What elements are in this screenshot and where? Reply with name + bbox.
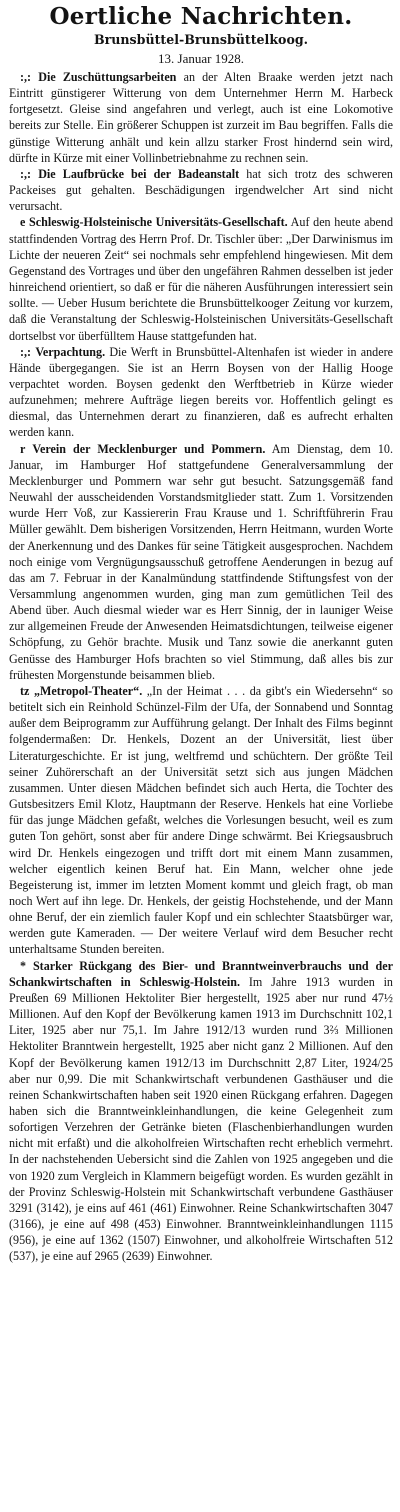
article-headline: Verein der Mecklenburger und Pommern.: [32, 441, 266, 456]
location-heading: Brunsbüttel-Brunsbüttelkoog.: [93, 32, 309, 47]
article-verpachtung: [9, 344, 393, 441]
section-title: Oertliche Nachrichten.: [49, 3, 353, 30]
article-mark: :,:: [20, 166, 32, 181]
article-zuschuettungsarbeiten: [9, 69, 393, 166]
article-body: „In der Heimat . . . da gibt's ein Wiedersehn“ so betitelt sich ein Reinhold Schünzel-Film der Ufa, der Sonnabend und Sonntag außer dem Beiprogramm zur Aufführung gelangt. Der Inhalt des Films beginnt folgendermaßen: Dr. Henkels, Dozent an der Universität, liest über Literaturgeschichte. Er ist jung, weltfremd und schüchtern. Der größte Teil seiner Zuhörerschaft an der Universität setzt sich aus jungen Mädchen zusammen. Unter diesen Mädchen befindet sich auch Herta, die Tochter des Gutsbesitzers Emil Klotz, Hauptmann der Reserve. Henkels hat eine Vorliebe für das junge Mädchen gefaßt, welches die Vorlesungen besucht, weil es zum guten Ton gehört, sonst aber für andere Dinge schwärmt. Bei Kriegsausbruch wird Dr. Henkels eingezogen und trifft dort mit einem Mann zusammen, welcher eigentlich keinen Beruf hat. Ein Mann, welcher ohne jede Begeisterung ist, immer im letzten Moment kommt und gleich fragt, ob man noch Wert auf ihn lege. Dr. Henkels, der geistig Hochstehende, und der Mann ohne Beruf, der ein ziemlich fauler Kopf und ein schlechter Staatsbürger war, werden gute Kameraden. — Der weitere Verlauf wird dem Besucher recht unterhaltsame Stunden bereiten.: [9, 683, 393, 957]
article-mark: r: [20, 441, 26, 456]
article-mark: :,:: [20, 344, 32, 359]
article-body: hat sich trotz des schweren Packeises gut gehalten. Beschädigungen irgendwelcher Art sind nicht verursacht.: [9, 166, 393, 214]
article-headline: Die Zuschüttungsarbeiten: [38, 70, 177, 84]
article-metropol-theater: [9, 683, 393, 958]
article-body: Im Jahre 1913 wurden in Preußen 69 Millionen Hektoliter Bier hergestellt, 1925 aber nur rund 47½ Millionen. Auf den Kopf der Bevölkerung kamen 1913 im Durchschnitt 102,1 Liter, 1925 aber nur 75,1. Im Jahre 1912/13 wurden rund 3⅔ Millionen Hektoliter Branntwein hergestellt, 1925 aber nicht ganz 2 Millionen. Auf den Kopf der Bevölkerung kamen 1912/13 im Durchschnitt 2,87 Liter, 1924/25 aber nur 0,99. Die mit Schankwirtschaft verbundenen Gasthäuser und die reinen Schankwirtschaften haben seit 1920 einen Rückgang erfahren. Dagegen haben sich die Branntweinkleinhandlungen, die keine Gelegenheit zum sofortigen Verzehren der Getränke bieten (Flaschenbierhandlungen wurden nicht mit erfaßt) und die alkoholfreien Wirtschaften recht erheblich vermehrt. In der nachstehenden Uebersicht sind die Zahlen von 1925 angegeben und die von 1920 zum Vergleich in Klammern beigefügt worden. Es wurden gezählt in der Provinz Schleswig-Holstein mit Schankwirtschaft verbundene Gasthäuser 3291 (3142), je eins auf 461 (461) Einwohner. Reine Schankwirtschaften 3047 (3166), je eine auf 498 (453) Einwohner. Branntweinkleinhandlungen 1115 (956), je eine auf 1362 (1507) Einwohner, und alkoholfreie Wirtschaften 512 (537), je eine auf 2965 (2639) Einwohner.: [9, 974, 393, 1264]
article-body: an der Alten Braake werden jetzt nach Eintritt günstigerer Witterung von dem Unternehmer Herrn M. Harbeck fortgesetzt. Gleise sind angefahren und verlegt, auch ist eine Lokomotive bereits zur Stelle. Ein größerer Schuppen ist zurzeit im Bau begriffen. Falls die günstige Witterung anhält und kein allzu starker Frost hindernd sein wird, dürfte in Kürze mit einer Vollinbetriebnahme zu rechnen sein.: [9, 70, 393, 165]
article-bier-branntwein: [9, 958, 393, 1265]
article-headline: „Metropol-Theater“.: [33, 683, 143, 698]
article-body: Auf den heute abend stattfindenden Vortrag des Herrn Prof. Dr. Tischler über: „Der Darwinismus im Lichte der neueren Zeit“ sei nochmals sehr empfehlend hingewiesen. Mit dem Gegenstand des Vortrages und über den ungefähren Rahmen desselben ist jeder hinreichend orientiert, so daß er für die näheren Ausführungen interessiert sein sollte. — Ueber Husum berichtete die Brunsbüttelkooger Zeitung vor kurzem, daß die Veranstaltung der Schleswig-Holsteinischen Universitäts-Gesellschaft dortselbst vor überfülltem Hause stattgefunden hat.: [9, 215, 393, 343]
article-universitaets-gesellschaft: [9, 214, 393, 343]
article-mark: tz: [20, 683, 30, 698]
article-mark: e: [20, 215, 26, 230]
article-laufbruecke: [9, 166, 393, 214]
article-headline: Schleswig-Holsteinische Universitäts-Gesellschaft.: [29, 215, 288, 230]
article-body: Am Dienstag, dem 10. Januar, im Hamburger Hof stattgefundene Generalversammlung der Mecklenburger und Pommern war sehr gut besucht. Satzungsgemäß fand Neuwahl der ausscheidenden Vorstandsmitglieder statt. Zum 1. Vorsitzenden wurde Herr Voß, zur Kassiererin Frau Krause und 1. Schriftführerin Frau Müller gewählt. Dem bisherigen Vorsitzenden, Herrn Heitmann, wurden Worte der Anerkennung und des Dankes für seine Tätigkeit ausgesprochen. Nachdem noch einige vom Vergnügungsausschuß getroffene Aenderungen in bezug auf das am 7. Februar in der Kanalmündung stattfindende Stiftungsfest von der Versammlung angenommen wurden, ging man zum gemütlichen Teil des Abend über. Auch diesmal wieder war es Herr Sinnig, der in launiger Weise zur allgemeinen Freude der Anwesenden Heimatsdichtungen, teilweise eigener Schöpfung, zu Gehör brachte. Musik und Tanz sowie die anerkannt guten Genüsse des Hamburger Hofs brachten so viel Stimmung, daß alles bis zur frühesten Morgenstunde beisammen blieb.: [9, 441, 393, 682]
article-mark: *: [20, 958, 27, 973]
article-headline: Starker Rückgang des Bier- und Branntweinverbrauchs und der Schankwirtschaften in Schleswig-Holstein.: [9, 958, 394, 989]
dateline: 13. Januar 1928.: [158, 51, 244, 66]
article-headline: Die Laufbrücke bei der Badeanstalt: [38, 166, 240, 181]
article-mark: :,:: [20, 70, 32, 84]
article-body: Die Werft in Brunsbüttel-Altenhafen ist wieder in andere Hände übergegangen. Sie ist an Herrn Boysen von der Hallig Hooge verpachtet worden. Boysen gedenkt den Werftbetrieb in Kürze wieder aufzunehmen; mehrere Aufträge liegen bereits vor. Hoffentlich gelingt es diesmal, das Unternehmen derart zu finanzieren, daß es aufrecht erhalten werden kann.: [9, 344, 393, 440]
article-headline: Verpachtung.: [35, 344, 106, 359]
article-verein-mecklenburger: [9, 441, 393, 683]
